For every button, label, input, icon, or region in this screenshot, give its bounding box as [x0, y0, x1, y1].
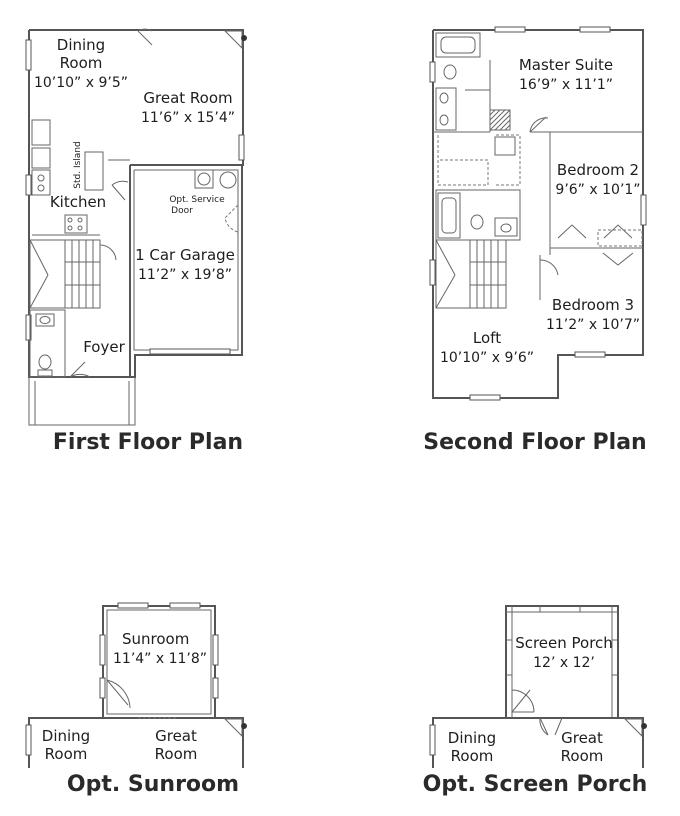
opt-sunroom-plan	[26, 603, 247, 768]
great-room-label: Great Room	[143, 89, 233, 107]
sunroom-dining-label-line2: Room	[44, 745, 88, 763]
second-floor-title: Second Floor Plan	[423, 430, 647, 455]
garage-dimensions: 11’2” x 19’8”	[137, 267, 233, 283]
opt-service-door-label: Opt. Service	[169, 195, 225, 205]
dining-room-label-line2: Room	[59, 54, 103, 72]
std-island-label: Std. Island	[73, 141, 83, 189]
opt-screen-porch-plan	[430, 606, 647, 768]
master-suite-label: Master Suite	[518, 56, 614, 74]
dining-room-dimensions: 10’10” x 9’5”	[33, 75, 129, 91]
dining-room-label: Dining	[56, 36, 106, 54]
opt-screen-porch-title: Opt. Screen Porch	[422, 772, 648, 797]
loft-label: Loft	[472, 329, 502, 347]
garage-label: 1 Car Garage	[135, 246, 235, 264]
first-floor-title: First Floor Plan	[52, 430, 244, 455]
foyer-label: Foyer	[83, 338, 125, 356]
porch-dining-label: Dining	[447, 729, 497, 747]
second-floor-labels	[440, 56, 641, 366]
porch-dining-label-line2: Room	[450, 747, 494, 765]
loft-dimensions: 10’10” x 9’6”	[439, 350, 535, 366]
sunroom-dimensions: 11’4” x 11’8”	[113, 651, 208, 667]
bedroom-3-label: Bedroom 3	[551, 296, 635, 314]
bedroom-2-dimensions: 9’6” x 10’1”	[555, 182, 641, 198]
opt-sunroom-title: Opt. Sunroom	[66, 772, 240, 797]
opt-service-door-label-line2: Door	[171, 206, 193, 216]
kitchen-label: Kitchen	[49, 193, 107, 211]
sunroom-dining-label: Dining	[41, 727, 91, 745]
screen-porch-label: Screen Porch	[515, 634, 613, 652]
porch-great-label: Great	[561, 729, 603, 747]
porch-great-label-line2: Room	[560, 747, 604, 765]
great-room-dimensions: 11’6” x 15’4”	[140, 110, 236, 126]
sunroom-great-label-line2: Room	[154, 745, 198, 763]
master-suite-dimensions: 16’9” x 11’1”	[518, 77, 614, 93]
bedroom-3-dimensions: 11’2” x 10’7”	[545, 317, 641, 333]
bedroom-2-label: Bedroom 2	[556, 161, 640, 179]
sunroom-label: Sunroom	[122, 630, 190, 648]
screen-porch-dimensions: 12’ x 12’	[533, 655, 595, 671]
sunroom-great-label: Great	[155, 727, 197, 745]
